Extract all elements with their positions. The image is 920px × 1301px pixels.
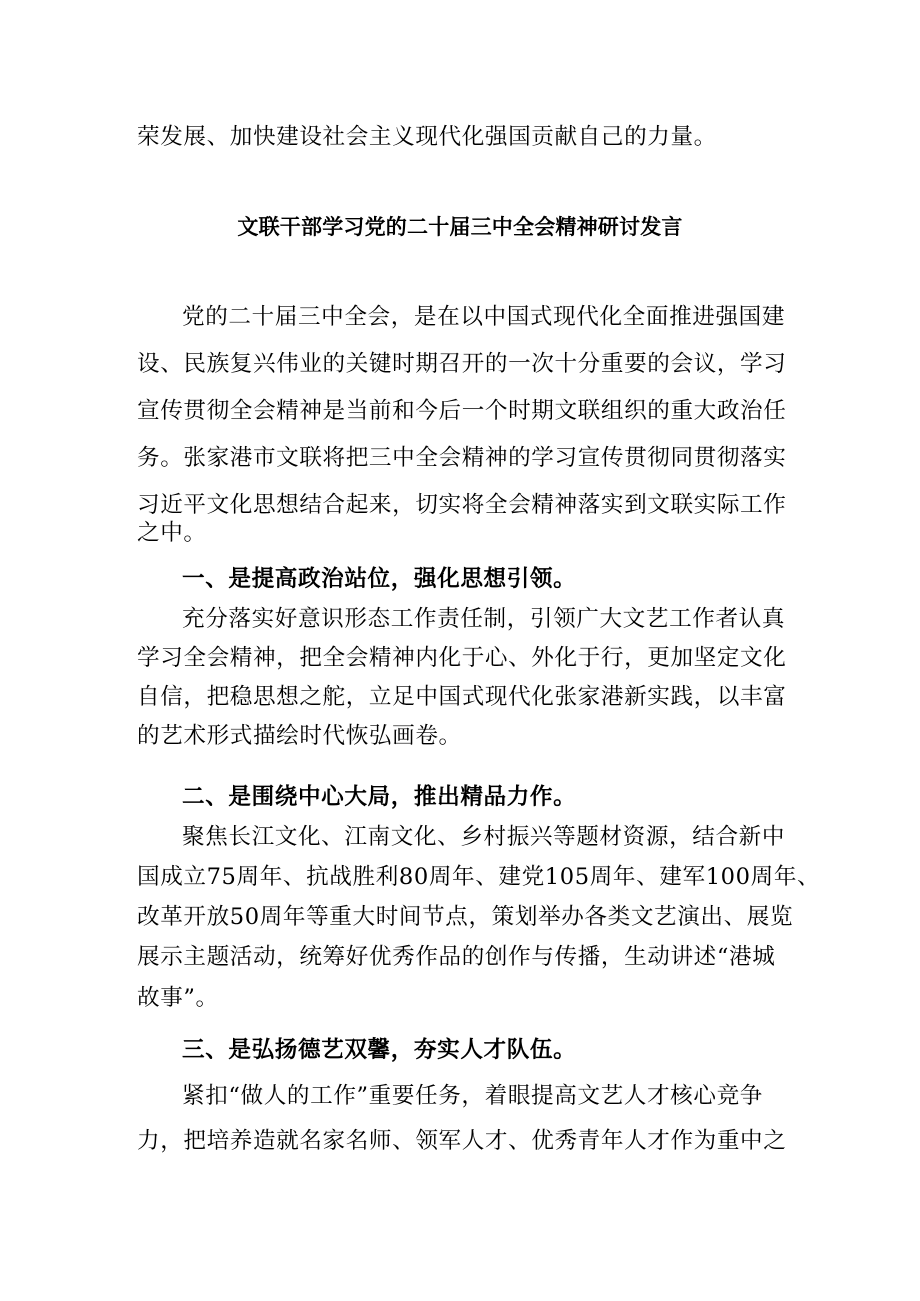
section-heading-3: 三、是弘扬德艺双馨，夯实人才队伍。: [182, 1037, 577, 1063]
section2-line: 改革开放50周年等重大时间节点，策划举办各类文艺演出、展览: [137, 904, 794, 930]
section2-line: 国成立75周年、抗战胜利80周年、建党105周年、建军100周年、: [137, 864, 821, 890]
section3-line: 力，把培养造就名家名师、领军人才、优秀青年人才作为重中之: [137, 1128, 787, 1154]
document-title: 文联干部学习党的二十届三中全会精神研讨发言: [237, 215, 683, 239]
section1-line: 充分落实好意识形态工作责任制，引领广大文艺工作者认真: [182, 606, 786, 632]
intro-line: 设、民族复兴伟业的关键时期召开的一次十分重要的会议，学习: [137, 351, 787, 377]
continuation-line: 荣发展、加快建设社会主义现代化强国贡献自己的力量。: [137, 124, 717, 150]
section1-line: 的艺术形式描绘时代恢弘画卷。: [137, 723, 462, 749]
section1-line: 学习全会精神，把全会精神内化于心、外化于行，更加坚定文化: [137, 645, 787, 671]
intro-line: 务。张家港市文联将把三中全会精神的学习宣传贯彻同贯彻落实: [137, 445, 787, 471]
section-heading-1: 一、是提高政治站位，强化思想引领。: [182, 566, 577, 592]
section-heading-2: 二、是围绕中心大局，推出精品力作。: [182, 784, 577, 810]
intro-line: 党的二十届三中全会，是在以中国式现代化全面推进强国建: [182, 304, 786, 330]
section2-line: 聚焦长江文化、江南文化、乡村振兴等题材资源，结合新中: [182, 824, 786, 850]
intro-line: 习近平文化思想结合起来，切实将全会精神落实到文联实际工作: [137, 492, 787, 518]
section3-line: 紧扣“做人的工作”重要任务，着眼提高文艺人才核心竞争: [182, 1083, 763, 1109]
section1-line: 自信，把稳思想之舵，立足中国式现代化张家港新实践，以丰富: [137, 684, 787, 710]
intro-line: 宣传贯彻全会精神是当前和今后一个时期文联组织的重大政治任: [137, 398, 787, 424]
section2-line: 故事”。: [137, 985, 219, 1011]
intro-line: 之中。: [137, 520, 207, 546]
section2-line: 展示主题活动，统筹好优秀作品的创作与传播，生动讲述“港城: [137, 944, 776, 970]
